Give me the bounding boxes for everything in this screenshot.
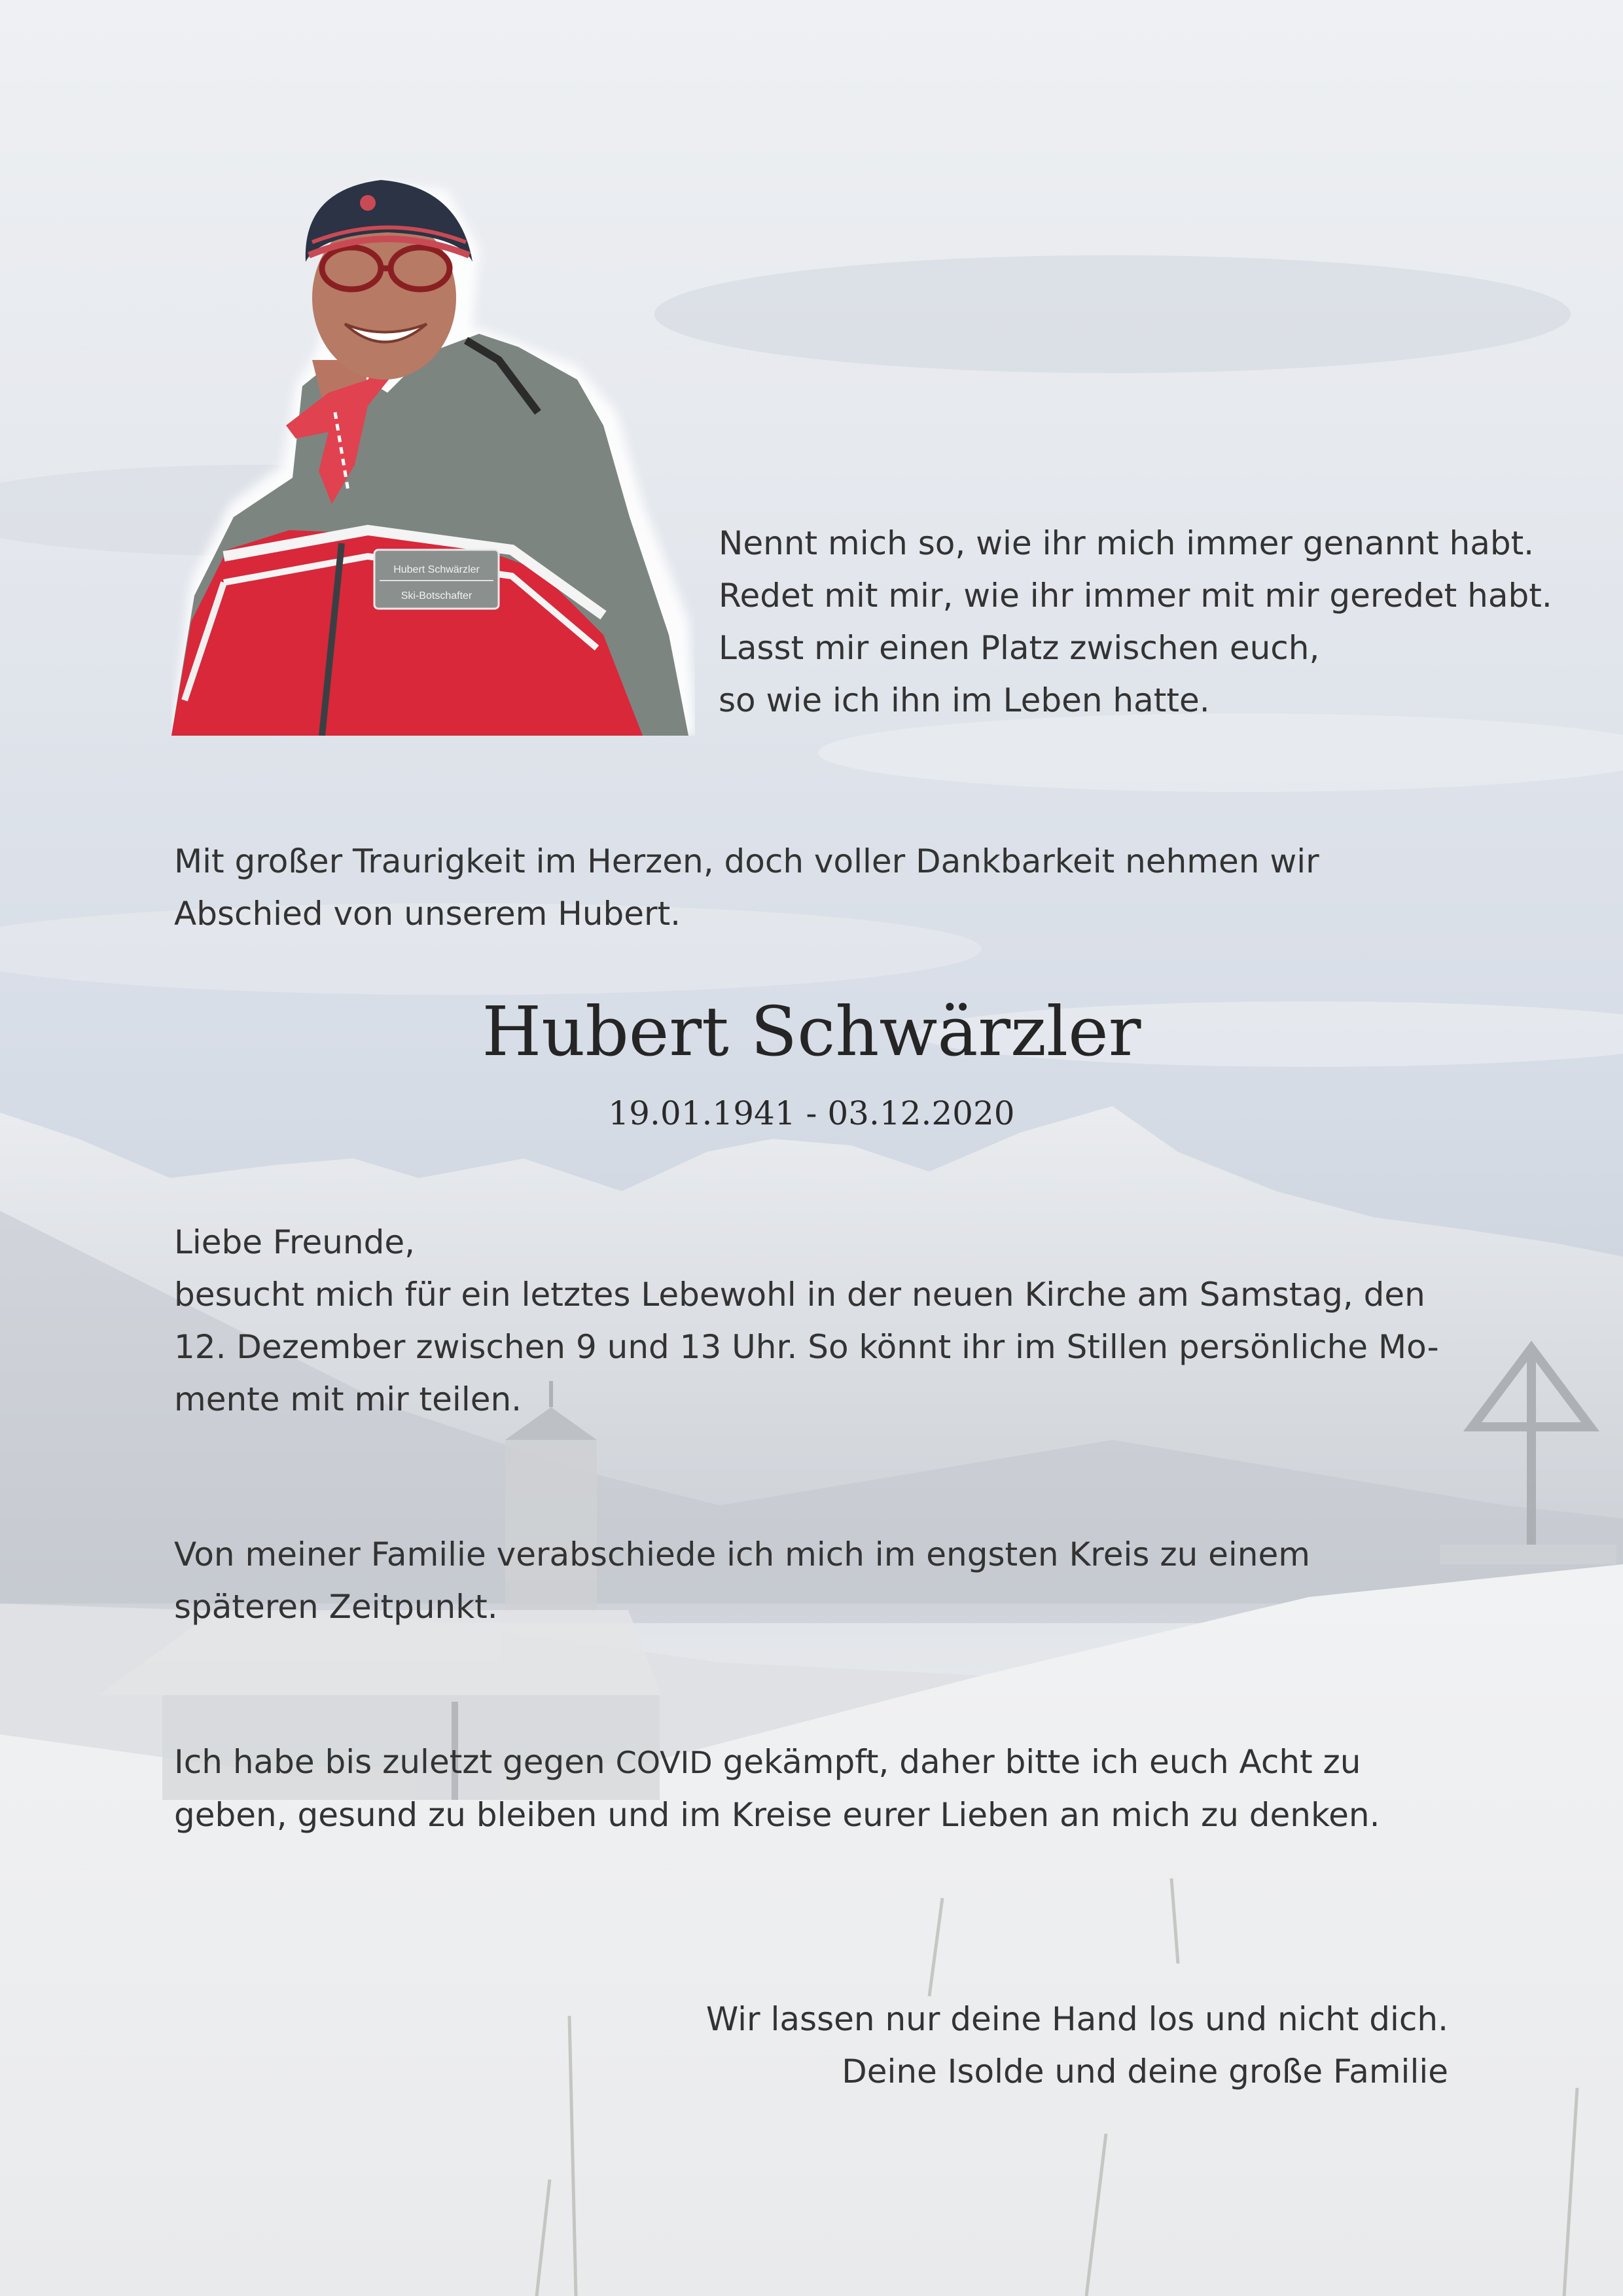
poem-line: Nennt mich so, wie ihr mich immer genannt habt. xyxy=(719,524,1535,562)
covid-note xyxy=(174,1736,1483,1841)
deceased-name: Hubert Schwärzler xyxy=(482,992,1141,1071)
poem-line: Redet mit mir, wie ihr immer mit mir geredet habt. xyxy=(719,577,1552,615)
closing-signature xyxy=(532,1993,1448,2098)
closing-line: Wir lassen nur deine Hand los und nicht dich. xyxy=(705,2000,1448,2038)
text-segment: Ich habe bis zuletzt gegen xyxy=(174,1743,616,1781)
intro-line: Mit großer Traurigkeit im Herzen, doch voller Dankbarkeit nehmen wir xyxy=(174,842,1319,880)
paragraph-line: mente mit mir teilen. xyxy=(174,1380,522,1418)
paragraph-line xyxy=(174,1736,1483,1789)
paragraph-line: geben, gesund zu bleiben und im Kreise eurer Lieben an mich zu denken. xyxy=(174,1796,1380,1834)
poem-line: so wie ich ihn im Leben hatte. xyxy=(719,681,1210,719)
life-dates: 19.01.1941 - 03.12.2020 xyxy=(608,1094,1015,1132)
poem-line: Lasst mir einen Platz zwischen euch, xyxy=(719,629,1320,667)
closing-line: Deine Isolde und deine große Familie xyxy=(842,2053,1448,2090)
poem xyxy=(719,517,1569,726)
covid-word: COVID xyxy=(615,1745,713,1780)
paragraph-line: Liebe Freunde, xyxy=(174,1223,416,1261)
portrait-photo xyxy=(171,164,695,736)
text-segment: gekämpft, daher bitte ich euch Acht zu xyxy=(712,1743,1361,1781)
intro-text xyxy=(174,835,1483,940)
badge-title-text: Ski-Botschafter xyxy=(401,590,473,601)
badge-name-text: Hubert Schwärzler xyxy=(393,564,480,575)
cloud xyxy=(654,255,1571,373)
farewell-invitation xyxy=(174,1216,1483,1426)
paragraph-line: besucht mich für ein letztes Lebewohl in der neuen Kirche am Samstag, den xyxy=(174,1276,1425,1314)
family-farewell-note xyxy=(174,1528,1483,1633)
paragraph-line: 12. Dezember zwischen 9 und 13 Uhr. So könnt ihr im Stillen persönliche Mo- xyxy=(174,1328,1439,1366)
intro-line: Abschied von unserem Hubert. xyxy=(174,895,681,933)
paragraph-line: Von meiner Familie verabschiede ich mich im engsten Kreis zu einem xyxy=(174,1535,1310,1573)
paragraph-line: späteren Zeitpunkt. xyxy=(174,1588,498,1626)
